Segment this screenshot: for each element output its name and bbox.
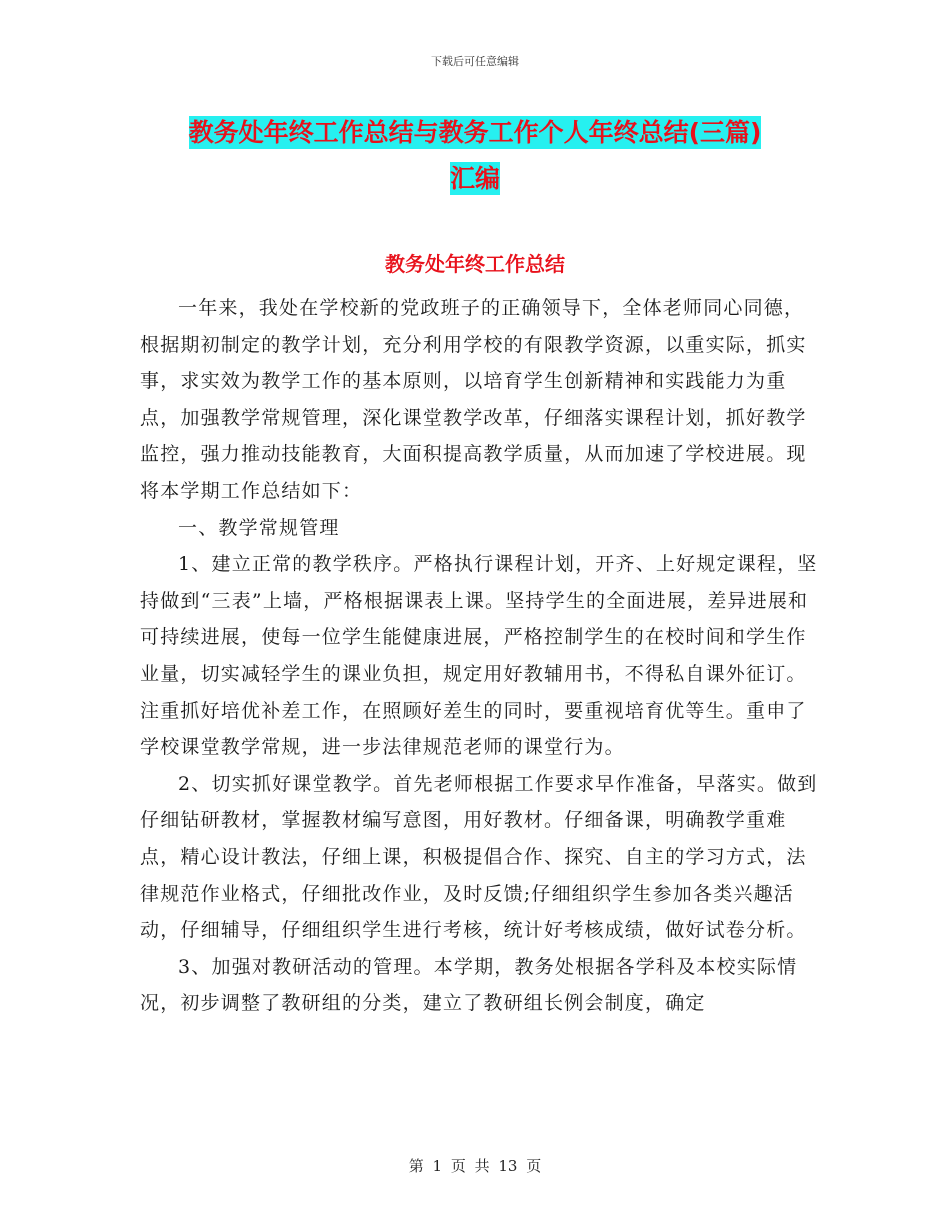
page-header-note: 下载后可任意编辑 (431, 55, 519, 68)
document-title-line-1: 教务处年终工作总结与教务工作个人年终总结(三篇) (188, 118, 762, 147)
paragraph-item-3: 3、加强对教研活动的管理。本学期，教务处根据各学科及本校实际情况，初步调整了教研组的分类，建立了教研组长例会制度，确定 (140, 955, 798, 1015)
page-number-footer: 第 1 页 共 13 页 (408, 1157, 542, 1175)
paragraph-item-2: 2、切实抓好课堂教学。首先老师根据工作要求早作准备，早落实。做到仔细钻研教材，掌握教材编写意图，用好教材。仔细备课，明确教学重难点，精心设计教法，仔细上课，积极提倡合作、探究、自主的学习方式，法律规范作业格式，仔细批改作业，及时反馈;仔细组织学生参加各类兴趣活动，仔细辅导，仔细组织学生进行考核，统计好考核成绩，做好试卷分析。 (140, 772, 818, 942)
document-body (140, 290, 820, 1022)
paragraph-item-1: 1、建立正常的教学秩序。严格执行课程计划，开齐、上好规定课程，坚持做到“三表”上墙，严格根据课表上课。坚持学生的全面进展，差异进展和可持续进展，使每一位学生能健康进展，严格控制学生的在校时间和学生作业量，切实减轻学生的课业负担，规定用好教辅用书，不得私自课外征订。注重抓好培优补差工作，在照顾好差生的同时，要重视培育优等生。重申了学校课堂教学常规，进一步法律规范老师的课堂行为。 (140, 553, 818, 759)
document-title (0, 110, 950, 202)
paragraph-heading-1: 一、教学常规管理 (178, 516, 340, 539)
document-title-line-2: 汇编 (449, 164, 500, 193)
paragraph-intro: 一年来，我处在学校新的党政班子的正确领导下，全体老师同心同德，根据期初制定的教学计划，充分利用学校的有限教学资源，以重实际，抓实事，求实效为教学工作的基本原则，以培育学生创新精神和实践能力为重点，加强教学常规管理，深化课堂教学改革，仔细落实课程计划，抓好教学监控，强力推动技能教育，大面积提高教学质量，从而加速了学校进展。现将本学期工作总结如下： (140, 297, 807, 502)
section-title: 教务处年终工作总结 (385, 252, 565, 276)
